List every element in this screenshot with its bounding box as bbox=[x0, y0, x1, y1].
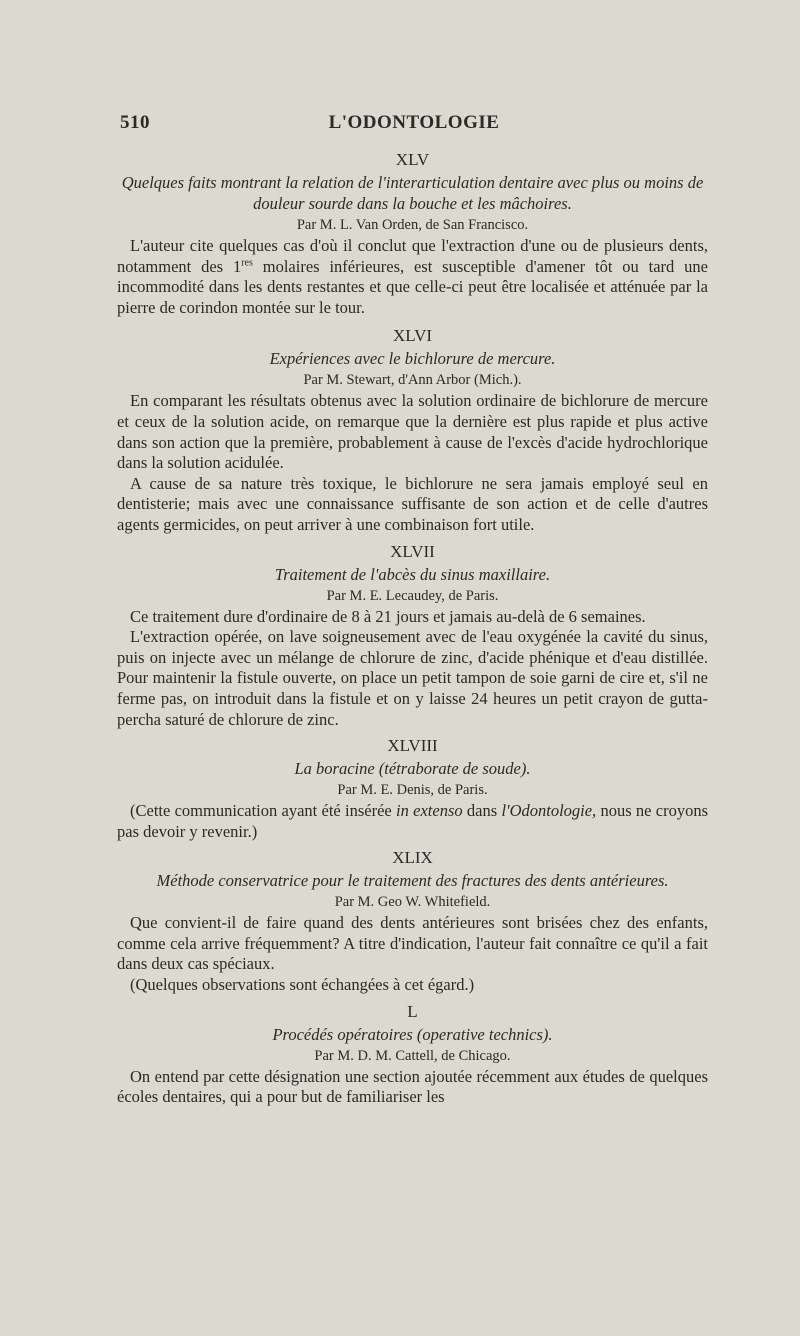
section-author: Par M. D. M. Cattell, de Chicago. bbox=[314, 1047, 511, 1064]
section-xlv bbox=[117, 148, 708, 318]
section-xlviii bbox=[117, 734, 708, 842]
paragraph: A cause de sa nature très toxique, le bichlorure ne sera jamais employé seul en dentisterie; mais avec une connaissance suffisante de son action et de celle d'autres agents germicides, on peut arriver à une combinaison fort utile. bbox=[117, 473, 708, 534]
section-number: XLV bbox=[395, 150, 430, 169]
section-author: Par M. L. Van Orden, de San Francisco. bbox=[296, 217, 529, 233]
page-header bbox=[120, 112, 708, 142]
section-number: L bbox=[407, 1001, 418, 1021]
section-author: Par M. E. Denis, de Paris. bbox=[337, 782, 488, 799]
section-number: XLVIII bbox=[387, 736, 438, 756]
section-title: La boracine (tétraborate de soude). bbox=[294, 759, 531, 779]
superscript: res bbox=[241, 257, 253, 269]
italic-run: in extenso bbox=[396, 801, 463, 821]
paragraph: Ce traitement dure d'ordinaire de 8 à 21 jours et jamais au-delà de 6 semaines. bbox=[130, 606, 646, 626]
section-author: Par M. E. Lecaudey, de Paris. bbox=[326, 587, 499, 604]
section-author: Par M. Stewart, d'Ann Arbor (Mich.). bbox=[303, 372, 522, 389]
paragraph: Que convient-il de faire quand des dents antérieures sont brisées chez des enfants, comme cela arrive fréquemment? A titre d'indication, l'auteur fait connaître ce qu'il a fait dans deux cas spéciaux. bbox=[117, 913, 708, 974]
section-number: XLVI bbox=[392, 326, 433, 346]
paragraph: L'extraction opérée, on lave soigneusement avec de l'eau oxygénée la cavité du sinus, puis on injecte avec un mélange de chlorure de zinc, d'acide phénique et d'eau distillée. Pour maintenir la fistule ouverte, on place un petit tampon de soie garni de cire et, s'il ne ferme pas, on introduit dans la fistule et on y laisse 24 heures un petit crayon de gutta-percha saturé de chlorure de zinc. bbox=[117, 627, 708, 729]
text-run: dans bbox=[462, 801, 502, 821]
section-xlvii bbox=[117, 540, 708, 731]
section-title: Traitement de l'abcès du sinus maxillaire. bbox=[274, 564, 551, 584]
italic-run: l'Odontologie, bbox=[501, 801, 597, 821]
paragraph: (Quelques observations sont échangées à cet égard.) bbox=[130, 975, 475, 995]
section-title: Méthode conservatrice pour le traitement des fractures des dents antérieures. bbox=[156, 871, 669, 891]
running-title: L'ODONTOLOGIE bbox=[328, 112, 500, 133]
section-title: Procédés opératoires (operative technics). bbox=[272, 1024, 553, 1044]
paragraph: On entend par cette désignation une section ajoutée récemment aux études de quelques écoles dentaires, qui a pour but de familiariser les bbox=[117, 1066, 708, 1107]
page-number: 510 bbox=[120, 112, 150, 133]
text-run: nous ne croyons pas devoir y revenir.) bbox=[117, 801, 709, 841]
text-run: L'auteur cite quelques cas d'où il conclut que l'extraction d'une ou de plusieurs dents, notamment des 1 bbox=[117, 236, 708, 276]
section-number: XLVII bbox=[390, 541, 435, 561]
section-number: XLIX bbox=[392, 848, 433, 868]
section-author: Par M. Geo W. Whitefield. bbox=[334, 894, 491, 911]
paragraph: En comparant les résultats obtenus avec la solution ordinaire de bichlorure de mercure et ceux de la solution acide, on remarque que la dernière est plus rapide et plus active dans son action que la première, probablement à cause de l'excès d'acide hydrochlorique dans la solution acidulée. bbox=[117, 391, 708, 473]
page-content bbox=[117, 148, 708, 1108]
text-run: (Cette communication ayant été insérée bbox=[130, 801, 397, 821]
section-xlix bbox=[117, 846, 708, 995]
paragraph bbox=[117, 801, 708, 842]
section-title: Expériences avec le bichlorure de mercure. bbox=[269, 349, 556, 369]
section-l bbox=[117, 1000, 708, 1108]
paragraph bbox=[117, 236, 708, 318]
section-xlvi bbox=[117, 324, 708, 535]
text-run: molaires inférieures, est susceptible d'amener tôt ou tard une incommodité dans les dents restantes et que celle-ci peut être localisée et atténuée par la pierre de corindon montée sur le tour. bbox=[117, 256, 708, 317]
section-title: Quelques faits montrant la relation de l'interarticulation dentaire avec plus ou moins de douleur sourde dans la bouche et les mâchoires. bbox=[121, 173, 704, 213]
